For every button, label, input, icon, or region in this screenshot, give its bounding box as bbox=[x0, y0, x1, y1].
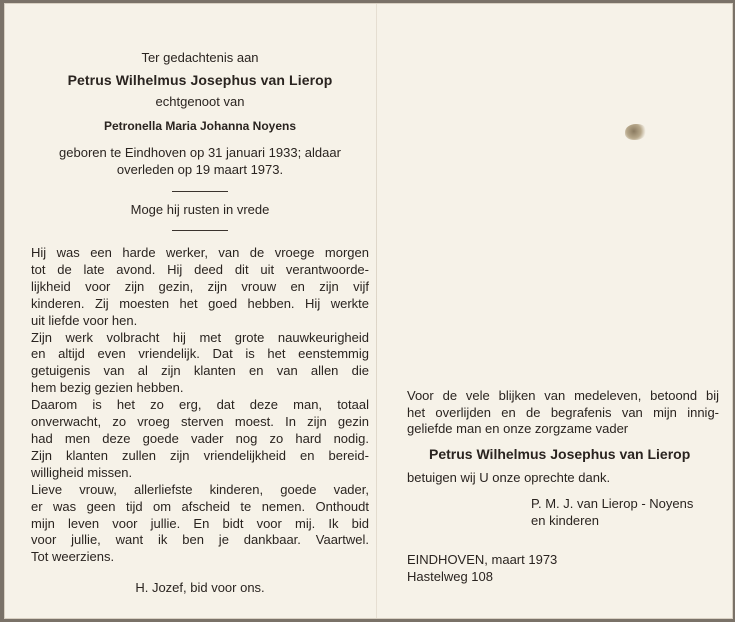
relation-line: echtgenoot van bbox=[155, 94, 245, 109]
text-line: voor jullie, want ik ben je dankbaar. Vaartwel. bbox=[31, 532, 369, 548]
thanks-line: geliefde man en onze zorgzame vader bbox=[407, 421, 629, 436]
prayer-line: Moge hij rusten in vrede bbox=[130, 202, 270, 217]
text-line: Hij was een harde werker, van de vroege morgen bbox=[31, 245, 369, 260]
deceased-name: Petrus Wilhelmus Josephus van Lierop bbox=[67, 72, 333, 88]
thanks-line: het overlijden en de begrafenis van mijn innig- bbox=[407, 404, 719, 420]
card-fold bbox=[376, 4, 377, 618]
text-line: willigheid missen. bbox=[31, 464, 133, 480]
signature-line: en kinderen bbox=[531, 512, 599, 528]
thanks-line: Voor de vele blijken van medeleven, betoond bij bbox=[407, 388, 719, 403]
text-line: en altijd even vriendelijk. Dat is het eenstemmig bbox=[31, 346, 369, 362]
text-line: hem bezig gezien hebben. bbox=[31, 380, 184, 396]
dates-block bbox=[31, 144, 369, 178]
text-line: getuigenis van al zijn klanten en van allen die bbox=[31, 363, 369, 379]
dates-line: overleden op 19 maart 1973. bbox=[116, 162, 284, 177]
left-page bbox=[31, 50, 369, 595]
intro-line: Ter gedachtenis aan bbox=[141, 50, 259, 65]
signoff-line: H. Jozef, bid voor ons. bbox=[135, 580, 265, 596]
text-line: had men deze goede vader nog zo hard nodig. bbox=[31, 430, 369, 446]
thanks-name: Petrus Wilhelmus Josephus van Lierop bbox=[429, 445, 691, 462]
divider bbox=[172, 191, 228, 192]
thanks-text bbox=[407, 388, 719, 438]
text-line: Lieve vrouw, allerliefste kinderen, goede vader, bbox=[31, 481, 369, 497]
thanks-closing: betuigen wij U onze oprechte dank. bbox=[407, 469, 611, 485]
right-page bbox=[407, 388, 719, 585]
text-line: onverwacht, zo vroeg sterven moest. In zijn gezin bbox=[31, 414, 369, 430]
place-date: EINDHOVEN, maart 1973 bbox=[407, 551, 558, 567]
text-line: lijkheid voor zijn gezin, zijn vrouw en zijn vijf bbox=[31, 278, 369, 294]
text-line: Zijn klanten zullen zijn vriendelijkheid en bereid- bbox=[31, 447, 369, 463]
text-line: kinderen. Zij moesten het goed hebben. Hij werkte bbox=[31, 295, 369, 311]
signature-line: P. M. J. van Lierop - Noyens bbox=[531, 495, 694, 511]
dates-line: geboren te Eindhoven op 31 januari 1933; aldaar bbox=[59, 145, 341, 160]
text-line: tot de late avond. Hij deed dit uit verantwoorde- bbox=[31, 261, 369, 277]
text-line: Tot weerziens. bbox=[31, 549, 115, 565]
text-line: Zijn werk volbracht hij met grote nauwkeurigheid bbox=[31, 329, 369, 345]
text-line: er was geen tijd om afscheid te nemen. Onthoudt bbox=[31, 498, 369, 514]
place-block bbox=[407, 551, 719, 585]
memorial-text bbox=[31, 245, 369, 566]
address: Hastelweg 108 bbox=[407, 568, 493, 584]
signature-block bbox=[531, 495, 719, 529]
memorial-card bbox=[4, 3, 733, 619]
paper-stain bbox=[625, 124, 647, 140]
text-line: mijn leven voor jullie. En bidt voor mij. Ik bid bbox=[31, 515, 369, 531]
text-line: uit liefde voor hen. bbox=[31, 312, 138, 328]
spouse-name: Petronella Maria Johanna Noyens bbox=[103, 119, 297, 133]
divider bbox=[172, 230, 228, 231]
text-line: Daarom is het zo erg, dat deze man, totaal bbox=[31, 397, 369, 413]
